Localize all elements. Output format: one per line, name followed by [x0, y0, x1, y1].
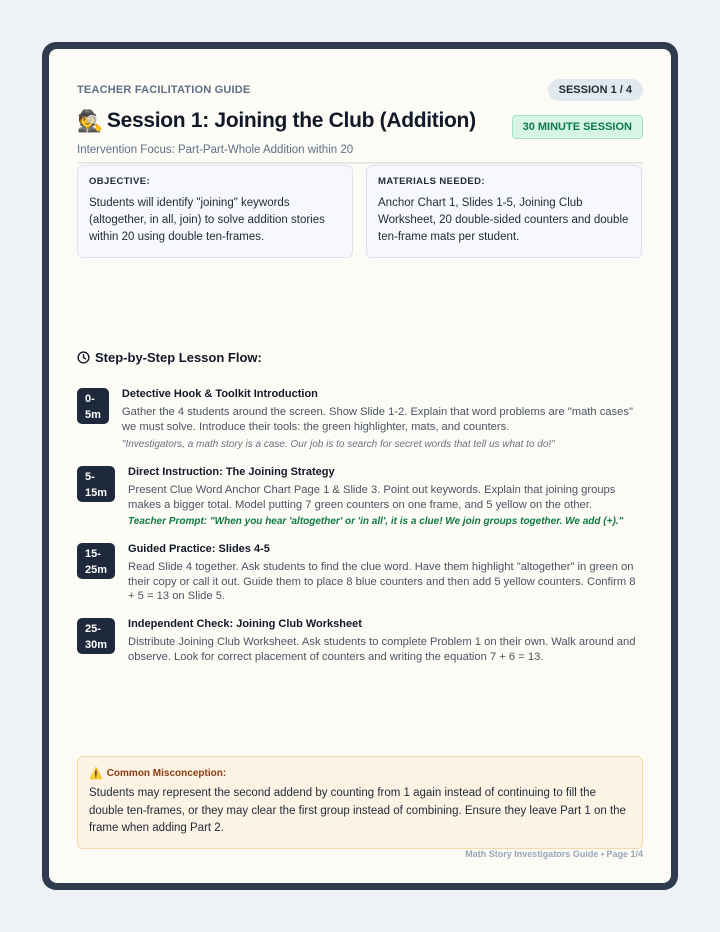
- step-body: [115, 543, 643, 604]
- header-divider: [77, 162, 643, 164]
- step-text: Distribute Joining Club Worksheet. Ask students to complete Problem 1 on their own. Walk around and observe. Look for correct placement of counters and writing the equation 7 + 6 = 13.: [128, 636, 636, 663]
- page-title-text: Session 1: Joining the Club (Addition): [106, 109, 476, 132]
- materials-card: [366, 165, 642, 258]
- misconception-callout: [77, 756, 643, 849]
- clock-icon: [77, 351, 90, 364]
- lesson-step: [77, 618, 643, 664]
- lesson-flow-heading-text: Step-by-Step Lesson Flow:: [95, 350, 262, 365]
- page-subtitle: Intervention Focus: Part-Part-Whole Addition within 20: [77, 144, 354, 156]
- title-row: [77, 109, 643, 139]
- session-pill: SESSION 1 / 4: [548, 79, 643, 101]
- step-text: Gather the 4 students around the screen. Show Slide 1-2. Explain that word problems are "math cases" we must solve. Introduce their tools: the green highlighter, mats, and counters.: [121, 406, 633, 433]
- misconception-text: Students may represent the second addend by counting from 1 again instead of continuing to fill the double ten-frames, or they may clear the first group instead of combining. Ensure they leave Part 1 on the frame when adding Part 2.: [89, 787, 626, 834]
- document-frame: [42, 42, 678, 890]
- page-title: [77, 109, 476, 133]
- warning-icon: ⚠️: [89, 768, 103, 780]
- guide-label: TEACHER FACILITATION GUIDE: [77, 84, 251, 96]
- objective-heading: OBJECTIVE:: [89, 176, 151, 187]
- step-time-pill: 15- 25m: [77, 543, 115, 579]
- step-title: Guided Practice: Slides 4-5: [128, 543, 270, 555]
- step-body: [109, 388, 643, 450]
- step-time-pill: 0- 5m: [77, 388, 109, 424]
- misconception-heading-text: Common Misconception:: [106, 768, 227, 779]
- step-body: [115, 618, 643, 664]
- step-quote: "Investigators, a math story is a case. Our job is to search for secret words that tell us what to do!": [121, 439, 555, 450]
- lesson-flow-heading: [77, 350, 262, 365]
- document-page: [49, 49, 671, 883]
- lesson-step: [77, 466, 643, 527]
- misconception-heading: [89, 767, 631, 780]
- detective-icon: 🕵️: [77, 109, 103, 133]
- teacher-prompt: Teacher Prompt: "When you hear 'altogether' or 'in all', it is a clue! We join groups together. We add (+).": [128, 516, 624, 527]
- lesson-step: [77, 388, 643, 450]
- step-time-pill: 25- 30m: [77, 618, 115, 654]
- step-text: Present Clue Word Anchor Chart Page 1 & Slide 3. Point out keywords. Explain that joining groups makes a bigger total. Model putting 7 green counters on one frame, and 5 yellow on the other.: [128, 484, 616, 511]
- materials-heading: MATERIALS NEEDED:: [378, 176, 485, 187]
- step-title: Independent Check: Joining Club Worksheet: [128, 618, 362, 630]
- step-text: Read Slide 4 together. Ask students to find the clue word. Have them highlight "altogether" in green on their copy or call it out. Guide them to place 8 blue counters and then add 5 yellow counters. Confirm 8 + 5 = 13 on Slide 5.: [128, 561, 636, 602]
- header-top-row: [77, 79, 643, 101]
- objective-card: [77, 165, 353, 258]
- step-time-pill: 5- 15m: [77, 466, 115, 502]
- step-title: Direct Instruction: The Joining Strategy: [128, 466, 335, 478]
- duration-badge: 30 MINUTE SESSION: [512, 115, 643, 139]
- page-footer: Math Story Investigators Guide • Page 1/4: [465, 849, 643, 859]
- objective-text: Students will identify "joining" keywords (altogether, in all, join) to solve addition stories within 20 using double ten-frames.: [89, 197, 325, 243]
- materials-text: Anchor Chart 1, Slides 1-5, Joining Club Worksheet, 20 double-sided counters and double ten-frame mats per student.: [378, 197, 629, 243]
- lesson-step: [77, 543, 643, 604]
- step-title: Detective Hook & Toolkit Introduction: [121, 388, 318, 400]
- step-body: [115, 466, 643, 527]
